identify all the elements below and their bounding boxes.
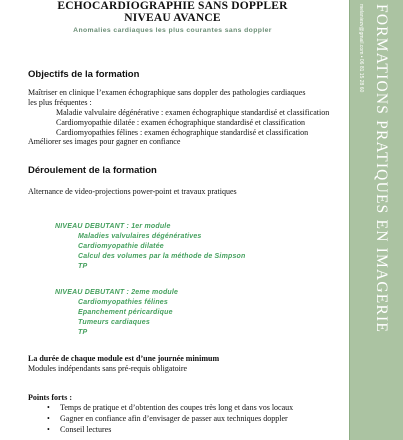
- objectifs-intro-line2: les plus fréquentes :: [28, 98, 92, 107]
- objectifs-heading: Objectifs de la formation: [28, 69, 140, 80]
- brand-sidebar: [349, 0, 403, 440]
- document-title-level: NIVEAU AVANCE: [124, 12, 221, 24]
- duree-line: La durée de chaque module est d’une journée minimum: [28, 354, 220, 363]
- objectif-item: Cardiomyopathie dilatée : examen échographique standardisé et classification: [56, 118, 306, 127]
- bullet-icon: •: [47, 403, 50, 412]
- module2-item: Tumeurs cardiaques: [78, 319, 150, 326]
- objectifs-closing: Améliorer ses images pour gagner en confiance: [28, 137, 181, 146]
- modules-info: Modules indépendants sans pré-requis obligatoire: [28, 364, 188, 373]
- module1-title: NIVEAU DEBUTANT : 1er module: [55, 223, 171, 230]
- module2-item: TP: [78, 329, 88, 336]
- bullet-icon: •: [47, 425, 50, 434]
- module2-item: Epanchement péricardique: [78, 309, 173, 316]
- deroulement-text: Alternance de video-projections power-point et travaux pratiques: [28, 187, 237, 196]
- points-forts-item-label: Gagner en confiance afin d’envisager de passer aux techniques doppler: [60, 414, 288, 423]
- contact-info: melaniezv@gmail.com • 06 81 15 28 60: [358, 4, 364, 93]
- points-forts-item: [47, 425, 112, 434]
- sidebar-text-area: [350, 0, 403, 440]
- deroulement-heading: Déroulement de la formation: [28, 165, 157, 176]
- module1-item: Calcul des volumes par la méthode de Simpson: [78, 253, 246, 260]
- points-forts-item: [47, 403, 294, 412]
- points-forts-heading: Points forts :: [28, 393, 72, 402]
- points-forts-item-label: Temps de pratique et d’obtention des coupes très long et dans vos locaux: [60, 403, 294, 412]
- module2-title: NIVEAU DEBUTANT : 2eme module: [55, 289, 179, 296]
- document-title: ECHOCARDIOGRAPHIE SANS DOPPLER: [57, 0, 288, 12]
- module1-item: Maladies valvulaires dégénératives: [78, 233, 202, 240]
- module1-item: TP: [78, 263, 88, 270]
- module2-item: Cardiomyopathies félines: [78, 299, 168, 306]
- points-forts-item: [47, 414, 288, 423]
- document-subtitle: Anomalies cardiaques les plus courantes sans doppler: [73, 27, 272, 34]
- objectifs-intro-line1: Maîtriser en clinique l’examen échographique sans doppler des pathologies cardiaques: [28, 88, 306, 97]
- brand-name: FORMATIONS PRATIQUES EN IMAGERIE: [373, 4, 390, 334]
- points-forts-item-label: Conseil lectures: [60, 425, 112, 434]
- module1-item: Cardiomyopathie dilatée: [78, 243, 164, 250]
- objectif-item: Maladie valvulaire dégénérative : examen échographique standardisé et classification: [56, 108, 330, 117]
- bullet-icon: •: [47, 414, 50, 423]
- objectif-item: Cardiomyopathies félines : examen échographique standardisé et classification: [56, 128, 309, 137]
